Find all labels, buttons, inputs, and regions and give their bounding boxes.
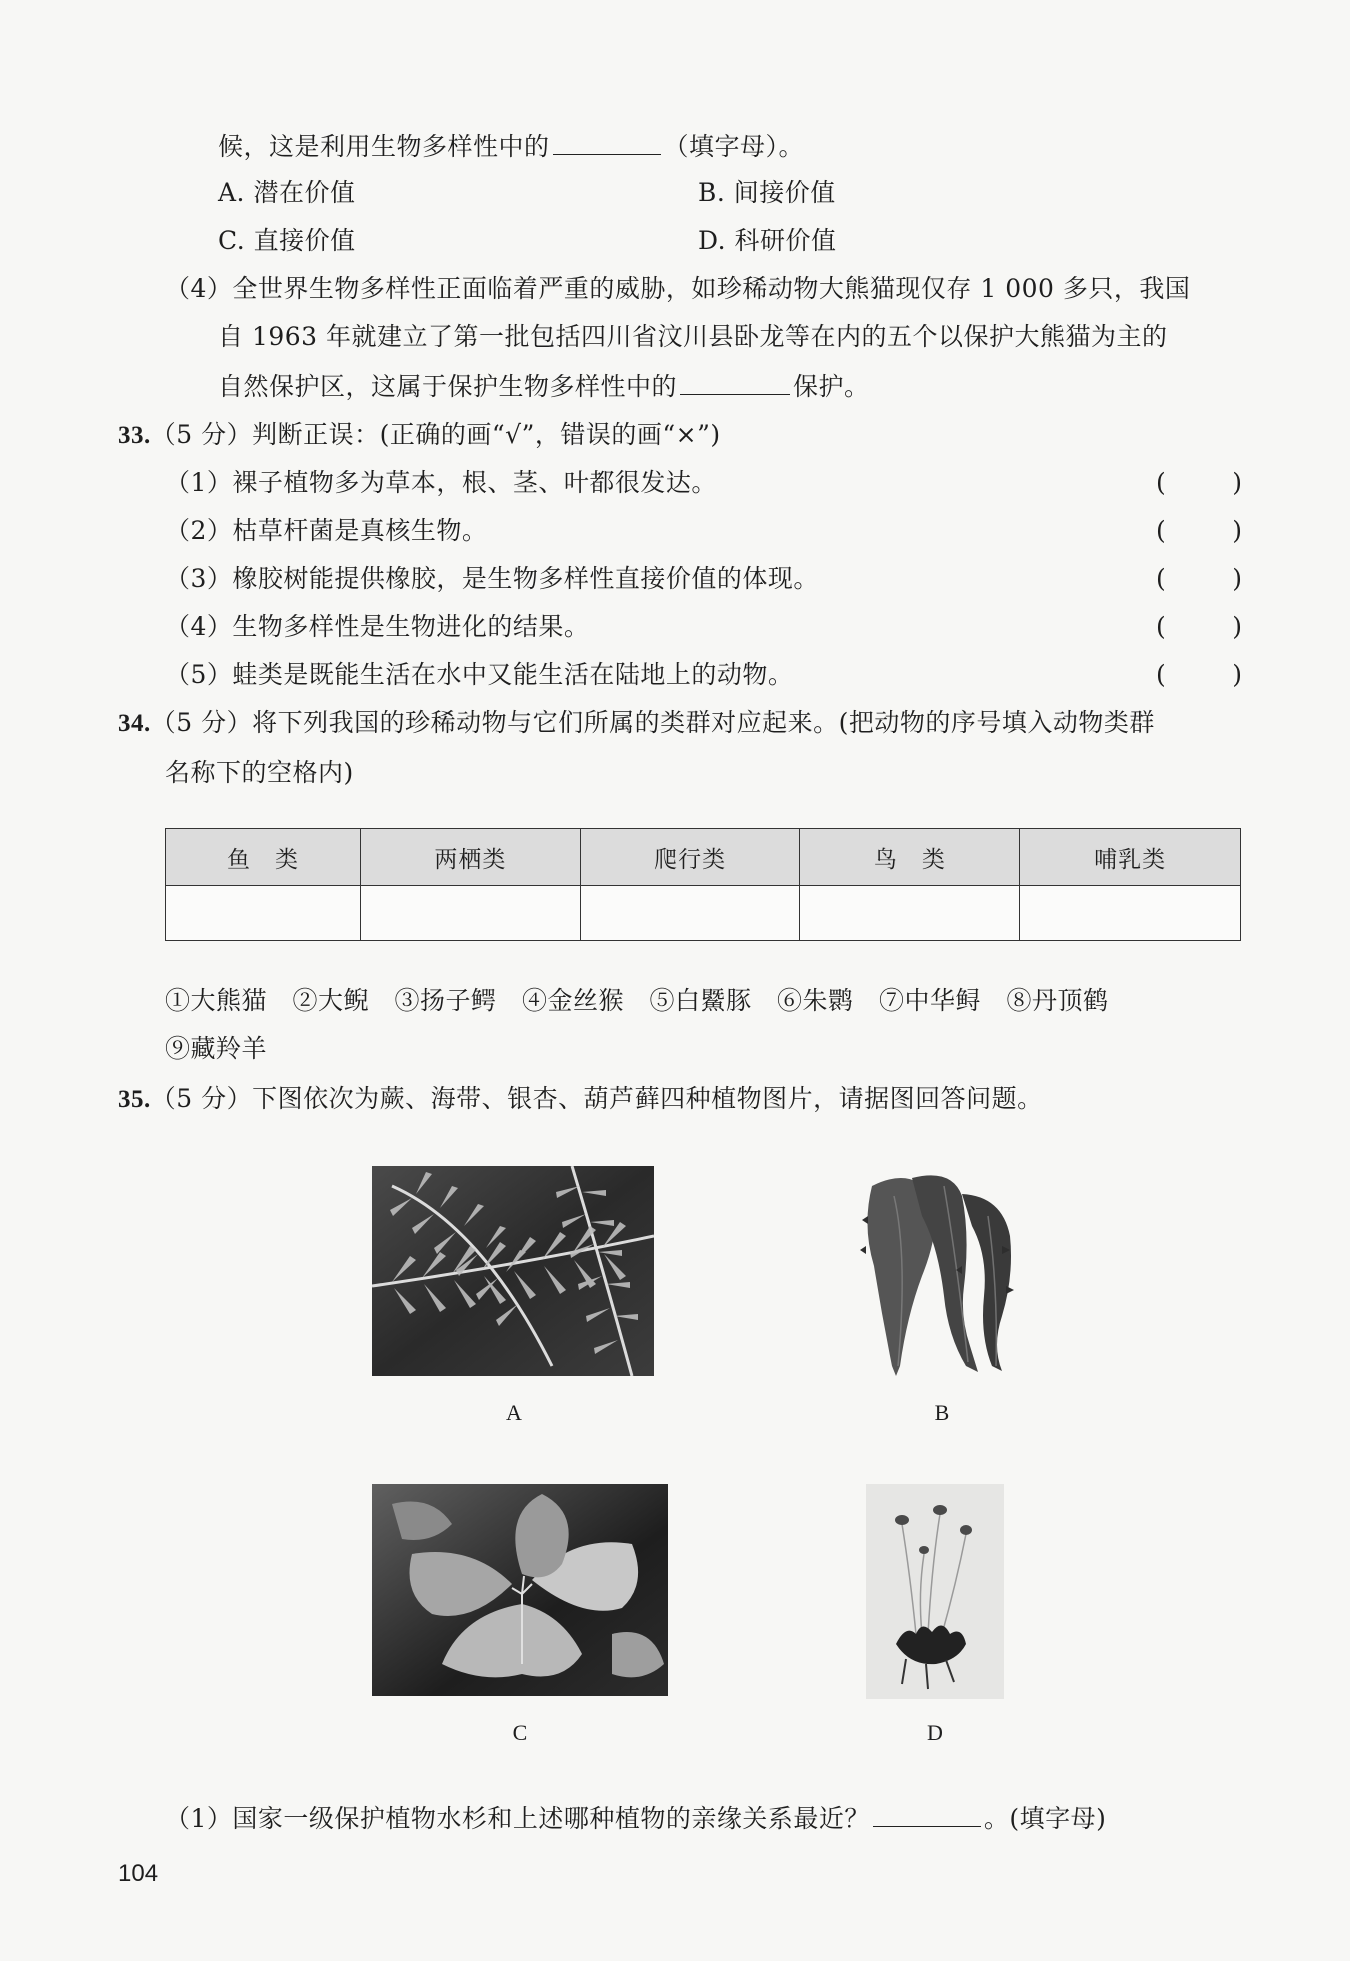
q35-stem-text: （5 分）下图依次为蕨、海带、银杏、葫芦藓四种植物图片，请据图回答问题。 bbox=[150, 1084, 1043, 1113]
q32-part4-line3-tail: 保护。 bbox=[793, 372, 870, 401]
header-amphibians: 两栖类 bbox=[361, 829, 581, 886]
table-answer-row bbox=[166, 886, 1241, 941]
answer-cell-mammals[interactable] bbox=[1020, 886, 1241, 941]
answer-blank[interactable] bbox=[553, 128, 661, 155]
q33-answer-paren-5[interactable] bbox=[1156, 658, 1242, 692]
ginkgo-photo bbox=[372, 1484, 668, 1696]
paren-open: ( bbox=[1156, 516, 1166, 545]
paren-close: ) bbox=[1232, 468, 1242, 497]
q33-item-4: （4）生物多样性是生物进化的结果。 bbox=[165, 612, 590, 641]
q33-stem-text: （5 分）判断正误：(正确的画“√”，错误的画“×”) bbox=[150, 420, 721, 449]
question-number: 35. bbox=[118, 1086, 151, 1113]
answer-blank[interactable] bbox=[873, 1800, 981, 1827]
photo-label-a: A bbox=[506, 1400, 522, 1425]
q34-stem-line1 bbox=[118, 706, 1155, 741]
answer-cell-birds[interactable] bbox=[800, 886, 1020, 941]
q34-stem-line2: 名称下的空格内) bbox=[165, 758, 354, 787]
photo-label-c: C bbox=[512, 1720, 528, 1745]
answer-cell-reptiles[interactable] bbox=[580, 886, 800, 941]
q34-animal-list-line1: ①大熊猫 ②大鲵 ③扬子鳄 ④金丝猴 ⑤白鱀豚 ⑥朱鹮 ⑦中华鲟 ⑧丹顶鹤 bbox=[165, 986, 1109, 1015]
q35-stem bbox=[118, 1082, 1043, 1117]
header-fish: 鱼 类 bbox=[166, 829, 361, 886]
q32-option-b: B. 间接价值 bbox=[698, 178, 836, 207]
q33-answer-paren-2[interactable] bbox=[1156, 514, 1242, 548]
q33-item-1: （1）裸子植物多为草本，根、茎、叶都很发达。 bbox=[165, 468, 717, 497]
q33-item-5: （5）蛙类是既能生活在水中又能生活在陆地上的动物。 bbox=[165, 660, 794, 689]
paren-close: ) bbox=[1232, 612, 1242, 641]
q33-answer-paren-4[interactable] bbox=[1156, 610, 1242, 644]
q34-stem-text: （5 分）将下列我国的珍稀动物与它们所属的类群对应起来。(把动物的序号填入动物类群 bbox=[150, 708, 1155, 737]
q32-cont-text: 候，这是利用生物多样性中的 bbox=[218, 132, 550, 161]
photo-label-b: B bbox=[934, 1400, 950, 1425]
q33-item-2: （2）枯草杆菌是真核生物。 bbox=[165, 516, 488, 545]
q32-part4-line1: （4）全世界生物多样性正面临着严重的威胁，如珍稀动物大熊猫现仅存 1 000 多只，我国 bbox=[165, 274, 1191, 303]
moss-photo bbox=[866, 1484, 1004, 1699]
q32-option-a: A. 潜在价值 bbox=[218, 178, 356, 207]
paren-close: ) bbox=[1232, 564, 1242, 593]
q33-item-3: （3）橡胶树能提供橡胶，是生物多样性直接价值的体现。 bbox=[165, 564, 819, 593]
answer-blank[interactable] bbox=[680, 368, 790, 395]
paren-open: ( bbox=[1156, 660, 1166, 689]
q33-answer-paren-1[interactable] bbox=[1156, 466, 1242, 500]
paren-open: ( bbox=[1156, 468, 1166, 497]
answer-cell-amphibians[interactable] bbox=[361, 886, 581, 941]
q32-option-c: C. 直接价值 bbox=[218, 226, 356, 255]
q32-part4-line2: 自 1963 年就建立了第一批包括四川省汶川县卧龙等在内的五个以保护大熊猫为主的 bbox=[218, 322, 1168, 351]
table-header-row bbox=[166, 829, 1241, 886]
header-birds: 鸟 类 bbox=[800, 829, 1020, 886]
header-mammals: 哺乳类 bbox=[1020, 829, 1241, 886]
q32-cont-tail: （填字母）。 bbox=[663, 132, 805, 161]
q33-stem bbox=[118, 418, 721, 453]
paren-close: ) bbox=[1232, 660, 1242, 689]
header-reptiles: 爬行类 bbox=[580, 829, 800, 886]
q35-sub1-tail: 。(填字母) bbox=[983, 1804, 1107, 1833]
q32-part4-line3-text: 自然保护区，这属于保护生物多样性中的 bbox=[218, 372, 678, 401]
q32-continuation-line bbox=[218, 128, 804, 164]
fern-photo bbox=[372, 1166, 654, 1376]
answer-cell-fish[interactable] bbox=[166, 886, 361, 941]
paren-open: ( bbox=[1156, 612, 1166, 641]
q32-option-d: D. 科研价值 bbox=[698, 226, 837, 255]
animal-group-table bbox=[165, 828, 1241, 941]
question-number: 33. bbox=[118, 422, 151, 449]
q32-part4-line3 bbox=[218, 368, 870, 404]
q35-sub1-text: （1）国家一级保护植物水杉和上述哪种植物的亲缘关系最近？ bbox=[165, 1804, 870, 1833]
page-number: 104 bbox=[118, 1860, 159, 1887]
photo-label-d: D bbox=[927, 1720, 943, 1745]
q34-animal-list-line2: ⑨藏羚羊 bbox=[165, 1034, 268, 1063]
paren-open: ( bbox=[1156, 564, 1166, 593]
paren-close: ) bbox=[1232, 516, 1242, 545]
kelp-photo bbox=[852, 1166, 1032, 1381]
q35-sub1 bbox=[165, 1800, 1106, 1836]
question-number: 34. bbox=[118, 710, 151, 737]
q33-answer-paren-3[interactable] bbox=[1156, 562, 1242, 596]
